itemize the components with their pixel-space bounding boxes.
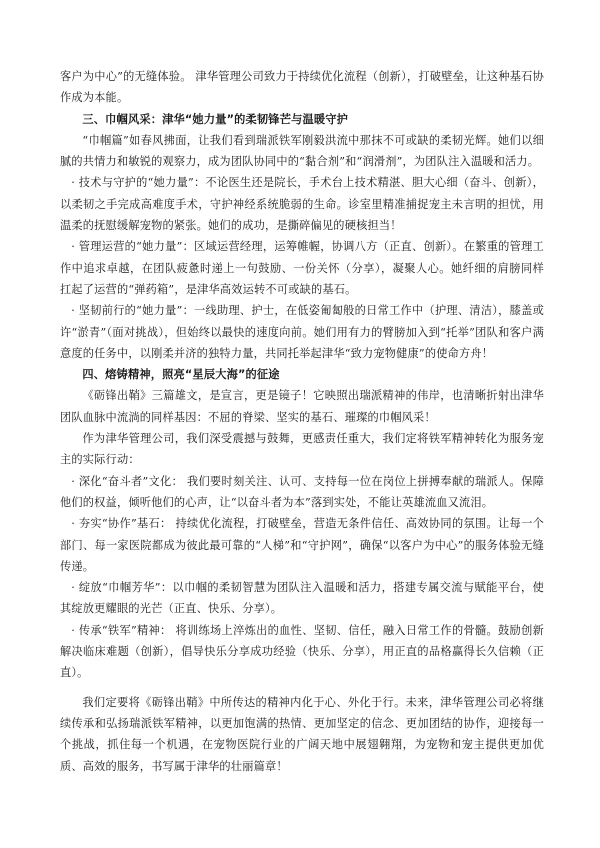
paragraph-conclusion: 我们定要将《砺锋出鞘》中所传达的精神内化于心、外化于行。未来，津华管理公司必将继续传承和弘扬瑞派铁军精神，以更加饱满的热情、更加坚定的信念、更加团结的协作，迎接每一个挑战，抓住每一个机遇，在宠物医院行业的广阔天地中展翅翱翔，为宠物和宠主提供更加优质、高效的服务，书写属于津华的壮丽篇章！ — [60, 695, 544, 773]
paragraph-jinguo-intro: “巾帼篇”如春风拂面，让我们看到瑞派铁军刚毅洪流中那抹不可或缺的柔韧光辉。她们以细腻的共情力和敏锐的观察力，成为团队协同中的“黏合剂”和“润滑剂”，为团队注入温暖和活力。 — [60, 133, 544, 169]
paragraph-continuation: 客户为中心”的无缝体验。 津华管理公司致力于持续优化流程（创新），打破壁垒，让这种基石协作成为本能。 — [60, 70, 544, 105]
paragraph-frontline-power: · 坚韧前行的“她力量”：一线助理、护士，在低姿匍匐般的日常工作中（护理、清洁），膝盖或许“淤青”（面对挑战），但始终以最快的速度向前。她们用有力的臂膀加入到“托举”团队和客户满意度的任务中，以刚柔并济的独特力量，共同托举起津华“致力宠物健康”的使命方舟！ — [60, 304, 544, 360]
section-heading-4: 四、熔铸精神，照亮“星辰大海”的征途 — [82, 368, 280, 382]
section-heading-3: 三、巾帼风采：津华“她力量”的柔韧锋芒与温暖守护 — [82, 112, 349, 126]
document-body — [60, 66, 544, 777]
paragraph-jinguo-bloom: · 绽放“巾帼芳华”：以巾帼的柔韧智慧为团队注入温暖和活力，搭建专属交流与赋能平台，使其绽放更耀眼的光芒（正直、快乐、分享）。 — [60, 581, 544, 616]
paragraph-commitment: 作为津华管理公司，我们深受震撼与鼓舞，更感责任重大，我们定将铁军精神转化为服务宠主的实际行动： — [60, 432, 544, 467]
paragraph-striver-culture: · 深化“奋斗者”文化： 我们要时刻关注、认可、支持每一位在岗位上拼搏奉献的瑞派人。保障他们的权益，倾听他们的心声，让“以奋斗者为本”落到实处，不能让英雄流血又流泪。 — [60, 474, 544, 509]
paragraph-iron-army: · 传承“铁军”精神： 将训练场上淬炼出的血性、坚韧、信任，融入日常工作的骨髓。鼓励创新解决临床难题（创新），倡导快乐分享成功经验（快乐、分享），用正直的品格赢得长久信赖（正直）。 — [60, 623, 544, 680]
paragraph-tech-power: · 技术与守护的“她力量”：不论医生还是院长，手术台上技术精湛、胆大心细（奋斗、创新），以柔韧之手完成高难度手术，守护神经系统脆弱的生命。诊室里精准捕捉宠主未言明的担忧，用温柔的抚慰缓解宠物的紧张。她们的成功，是撕碎偏见的硬核担当！ — [60, 176, 544, 233]
paragraph-management-power: · 管理运营的“她力量”：区域运营经理，运筹帷幄，协调八方（正直、创新）。在繁重的管理工作中追求卓越，在团队疲惫时递上一句鼓励、一份关怀（分享），凝聚人心。她纤细的肩膀同样扛起了运营的“弹药箱”，是津华高效运转不可或缺的基石。 — [60, 240, 544, 296]
paragraph-collaboration: · 夯实“协作”基石： 持续优化流程，打破壁垒，营造无条件信任、高效协同的氛围。让每一个部门、每一家医院都成为彼此最可靠的“人梯”和“守护网”，确保“以客户为中心”的服务体验无缝传递。 — [60, 517, 544, 573]
paragraph-gap — [60, 684, 544, 692]
paragraph-mirror: 《砺锋出鞘》三篇雄文，是宣言，更是镜子！它映照出瑞派精神的伟岸，也清晰折射出津华团队血脉中流淌的同样基因：不屈的脊梁、坚实的基石、璀璨的巾帼风采！ — [60, 389, 544, 424]
